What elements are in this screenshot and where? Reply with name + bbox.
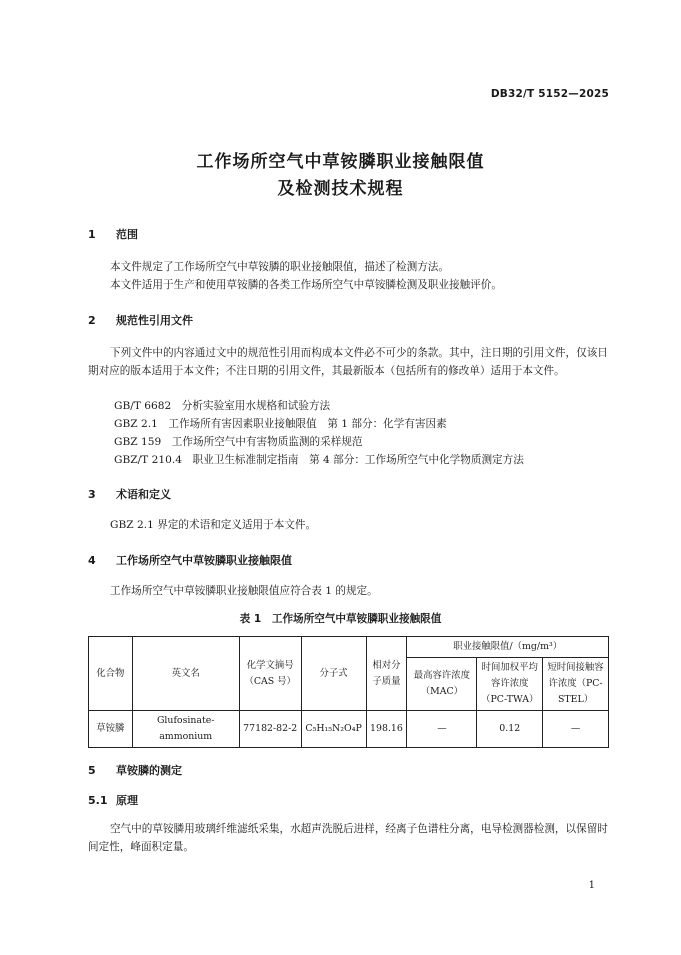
cell-pc-twa: 0.12: [477, 711, 543, 748]
paragraph: 空气中的草铵膦用玻璃纤维滤纸采集，水超声洗脱后进样，经离子色谱柱分离，电导检测器检测，以保留时间定性，峰面积定量。: [88, 823, 608, 853]
paragraph: 下列文件中的内容通过文中的规范性引用而构成本文件必不可少的条款。其中，注日期的引用文件，仅该日期对应的版本适用于本文件；不注日期的引用文件，其最新版本（包括所有的修改单）适用于本文件。: [88, 347, 608, 377]
section-title: 规范性引用文件: [116, 314, 193, 327]
cell-cas: 77182-82-2: [239, 711, 301, 748]
header-formula: 分子式: [301, 637, 366, 711]
section-number: 1: [88, 228, 96, 241]
section-title: 术语和定义: [116, 488, 171, 501]
reference-item: GBZ 2.1 工作场所有害因素职业接触限值 第 1 部分：化学有害因素: [114, 418, 447, 430]
header-pc-twa: 时间加权平均容许浓度（PC-TWA）: [477, 658, 543, 711]
title-line-2: 及检测技术规程: [277, 179, 404, 199]
cell-compound: 草铵膦: [89, 711, 133, 748]
header-cas: 化学文摘号（CAS 号）: [239, 637, 301, 711]
header-compound: 化合物: [89, 637, 133, 711]
header-english: 英文名: [132, 637, 239, 711]
cell-english: Glufosinate-ammonium: [132, 711, 239, 748]
reference-item: GB/T 6682 分析实验室用水规格和试验方法: [114, 400, 331, 412]
table-row: [89, 711, 609, 748]
section-title: 草铵膦的测定: [116, 764, 182, 777]
section-3-heading: [88, 486, 171, 502]
table-caption: 表 1 工作场所空气中草铵膦职业接触限值: [239, 613, 442, 625]
paragraph: 本文件适用于生产和使用草铵膦的各类工作场所空气中草铵膦检测及职业接触评价。: [110, 279, 502, 291]
reference-item: GBZ/T 210.4 职业卫生标准制定指南 第 4 部分：工作场所空气中化学物质测定方法: [114, 454, 524, 466]
section-title: 范围: [116, 228, 138, 241]
header-mw: 相对分子质量: [366, 637, 407, 711]
cell-mw: 198.16: [366, 711, 407, 748]
section-number: 2: [88, 314, 96, 327]
header-pc-stel: 短时间接触容许浓度（PC-STEL）: [543, 658, 609, 711]
section-number: 5: [88, 764, 96, 777]
page-number: 1: [588, 880, 595, 891]
paragraph: GBZ 2.1 界定的术语和定义适用于本文件。: [110, 519, 317, 531]
section-number: 4: [88, 554, 96, 567]
oel-table: [88, 636, 609, 748]
header-oel-group: 职业接触限值/（mg/m³）: [407, 637, 609, 658]
cell-formula: C₅H₁₅N₂O₄P: [301, 711, 366, 748]
document-number: DB32/T 5152—2025: [490, 88, 609, 100]
section-1-heading: [88, 226, 138, 242]
section-4-heading: [88, 552, 292, 568]
paragraph: 本文件规定了工作场所空气中草铵膦的职业接触限值，描述了检测方法。: [110, 261, 449, 273]
reference-item: GBZ 159 工作场所空气中有害物质监测的采样规范: [114, 436, 363, 448]
cell-pc-stel: —: [543, 711, 609, 748]
paragraph: 工作场所空气中草铵膦职业接触限值应符合表 1 的规定。: [110, 585, 378, 597]
section-title: 原理: [116, 794, 138, 807]
table-header-row: [89, 637, 609, 658]
section-title: 工作场所空气中草铵膦职业接触限值: [116, 554, 292, 567]
header-mac: 最高容许浓度（MAC）: [407, 658, 477, 711]
section-5-1-heading: [88, 792, 138, 808]
title-line-1: 工作场所空气中草铵膦职业接触限值: [196, 152, 485, 172]
section-number: 5.1: [88, 794, 108, 807]
section-5-heading: [88, 762, 182, 778]
section-number: 3: [88, 488, 96, 501]
cell-mac: —: [407, 711, 477, 748]
section-2-heading: [88, 312, 193, 328]
